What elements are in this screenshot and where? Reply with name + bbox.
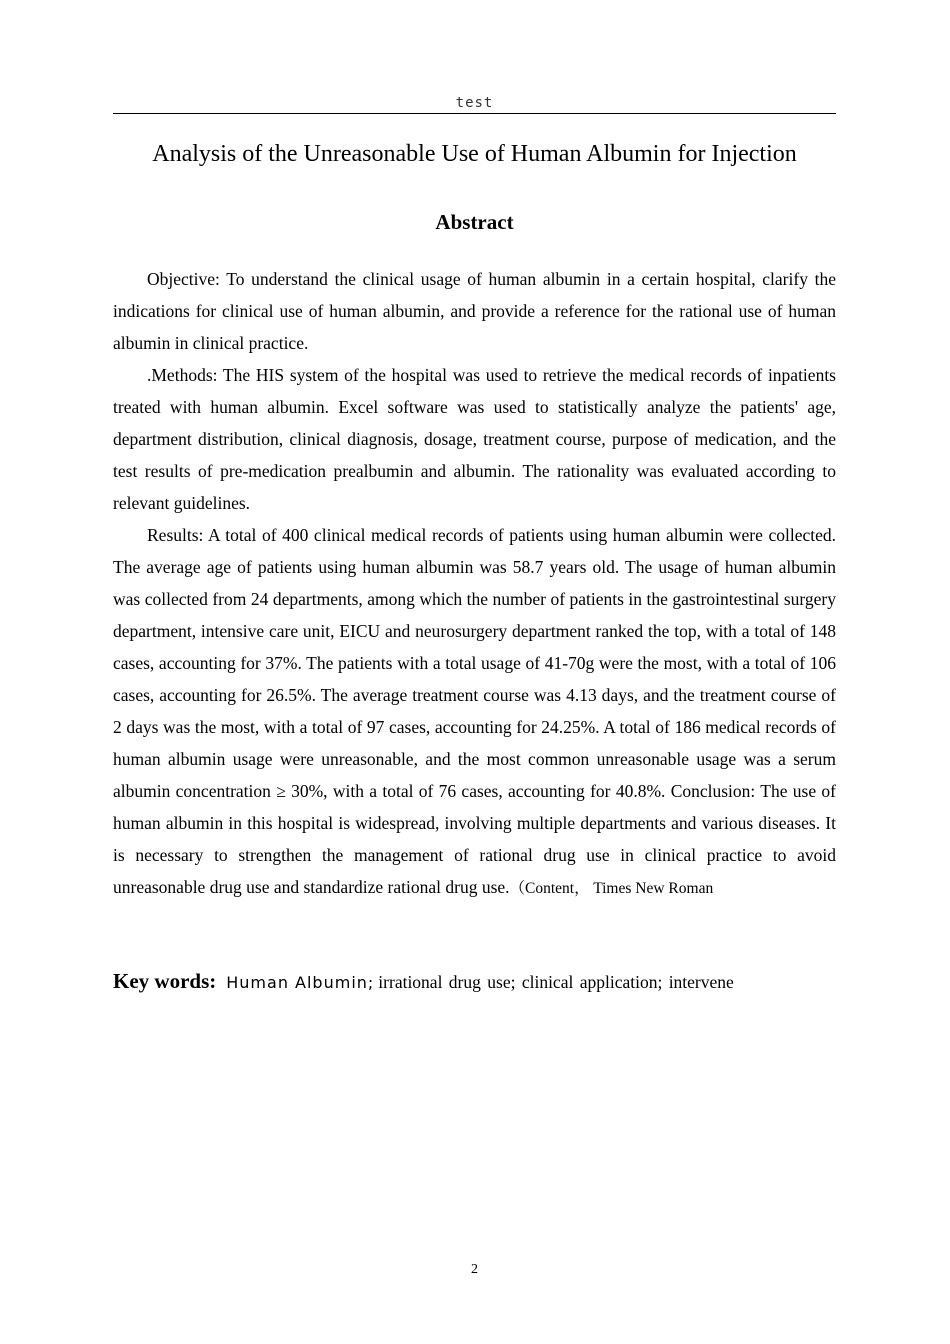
results-paragraph — [113, 519, 836, 905]
format-note: （Content， Times New Roman — [509, 880, 714, 897]
abstract-body — [113, 263, 836, 905]
page-number: 2 — [471, 1262, 478, 1277]
methods-paragraph: .Methods: The HIS system of the hospital was used to retrieve the medical records of inpatients treated with human albumin. Excel software was used to statistically analyze the patients' age, department distribution, clinical diagnosis, dosage, treatment course, purpose of medication, and the test results of pre-medication prealbumin and albumin. The rationality was evaluated according to relevant guidelines. — [113, 365, 836, 513]
keyword-first: Human Albumin; — [226, 973, 375, 992]
keywords-line — [113, 964, 836, 1001]
page-title: Analysis of the Unreasonable Use of Human Albumin for Injection — [152, 141, 797, 167]
objective-paragraph: Objective: To understand the clinical usage of human albumin in a certain hospital, clarify the indications for clinical use of human albumin, and provide a reference for the rational use of human albumin in clinical practice. — [113, 269, 836, 353]
abstract-heading: Abstract — [435, 210, 514, 234]
header-rule — [113, 113, 836, 114]
running-header: test — [455, 95, 494, 111]
keywords-label: Key words: — [113, 969, 217, 993]
results-text: Results: A total of 400 clinical medical records of patients using human albumin were collected. The average age of patients using human albumin was 58.7 years old. The usage of human albumin was collected from 24 departments, among which the number of patients in the gastrointestinal surgery department, intensive care unit, EICU and neurosurgery department ranked the top, with a total of 148 cases, accounting for 37%. The patients with a total usage of 41-70g were the most, with a total of 106 cases, accounting for 26.5%. The average treatment course was 4.13 days, and the treatment course of 2 days was the most, with a total of 97 cases, accounting for 24.25%. A total of 186 medical records of human albumin usage were unreasonable, and the most common unreasonable usage was a serum albumin concentration ≥ 30%, with a total of 76 cases, accounting for 40.8%. Conclusion: The use of human albumin in this hospital is widespread, involving multiple departments and various diseases. It is necessary to strengthen the management of rational drug use in clinical practice to avoid unreasonable drug use and standardize rational drug use. — [113, 525, 836, 897]
keywords-rest: irrational drug use; clinical application; intervene — [378, 972, 734, 992]
